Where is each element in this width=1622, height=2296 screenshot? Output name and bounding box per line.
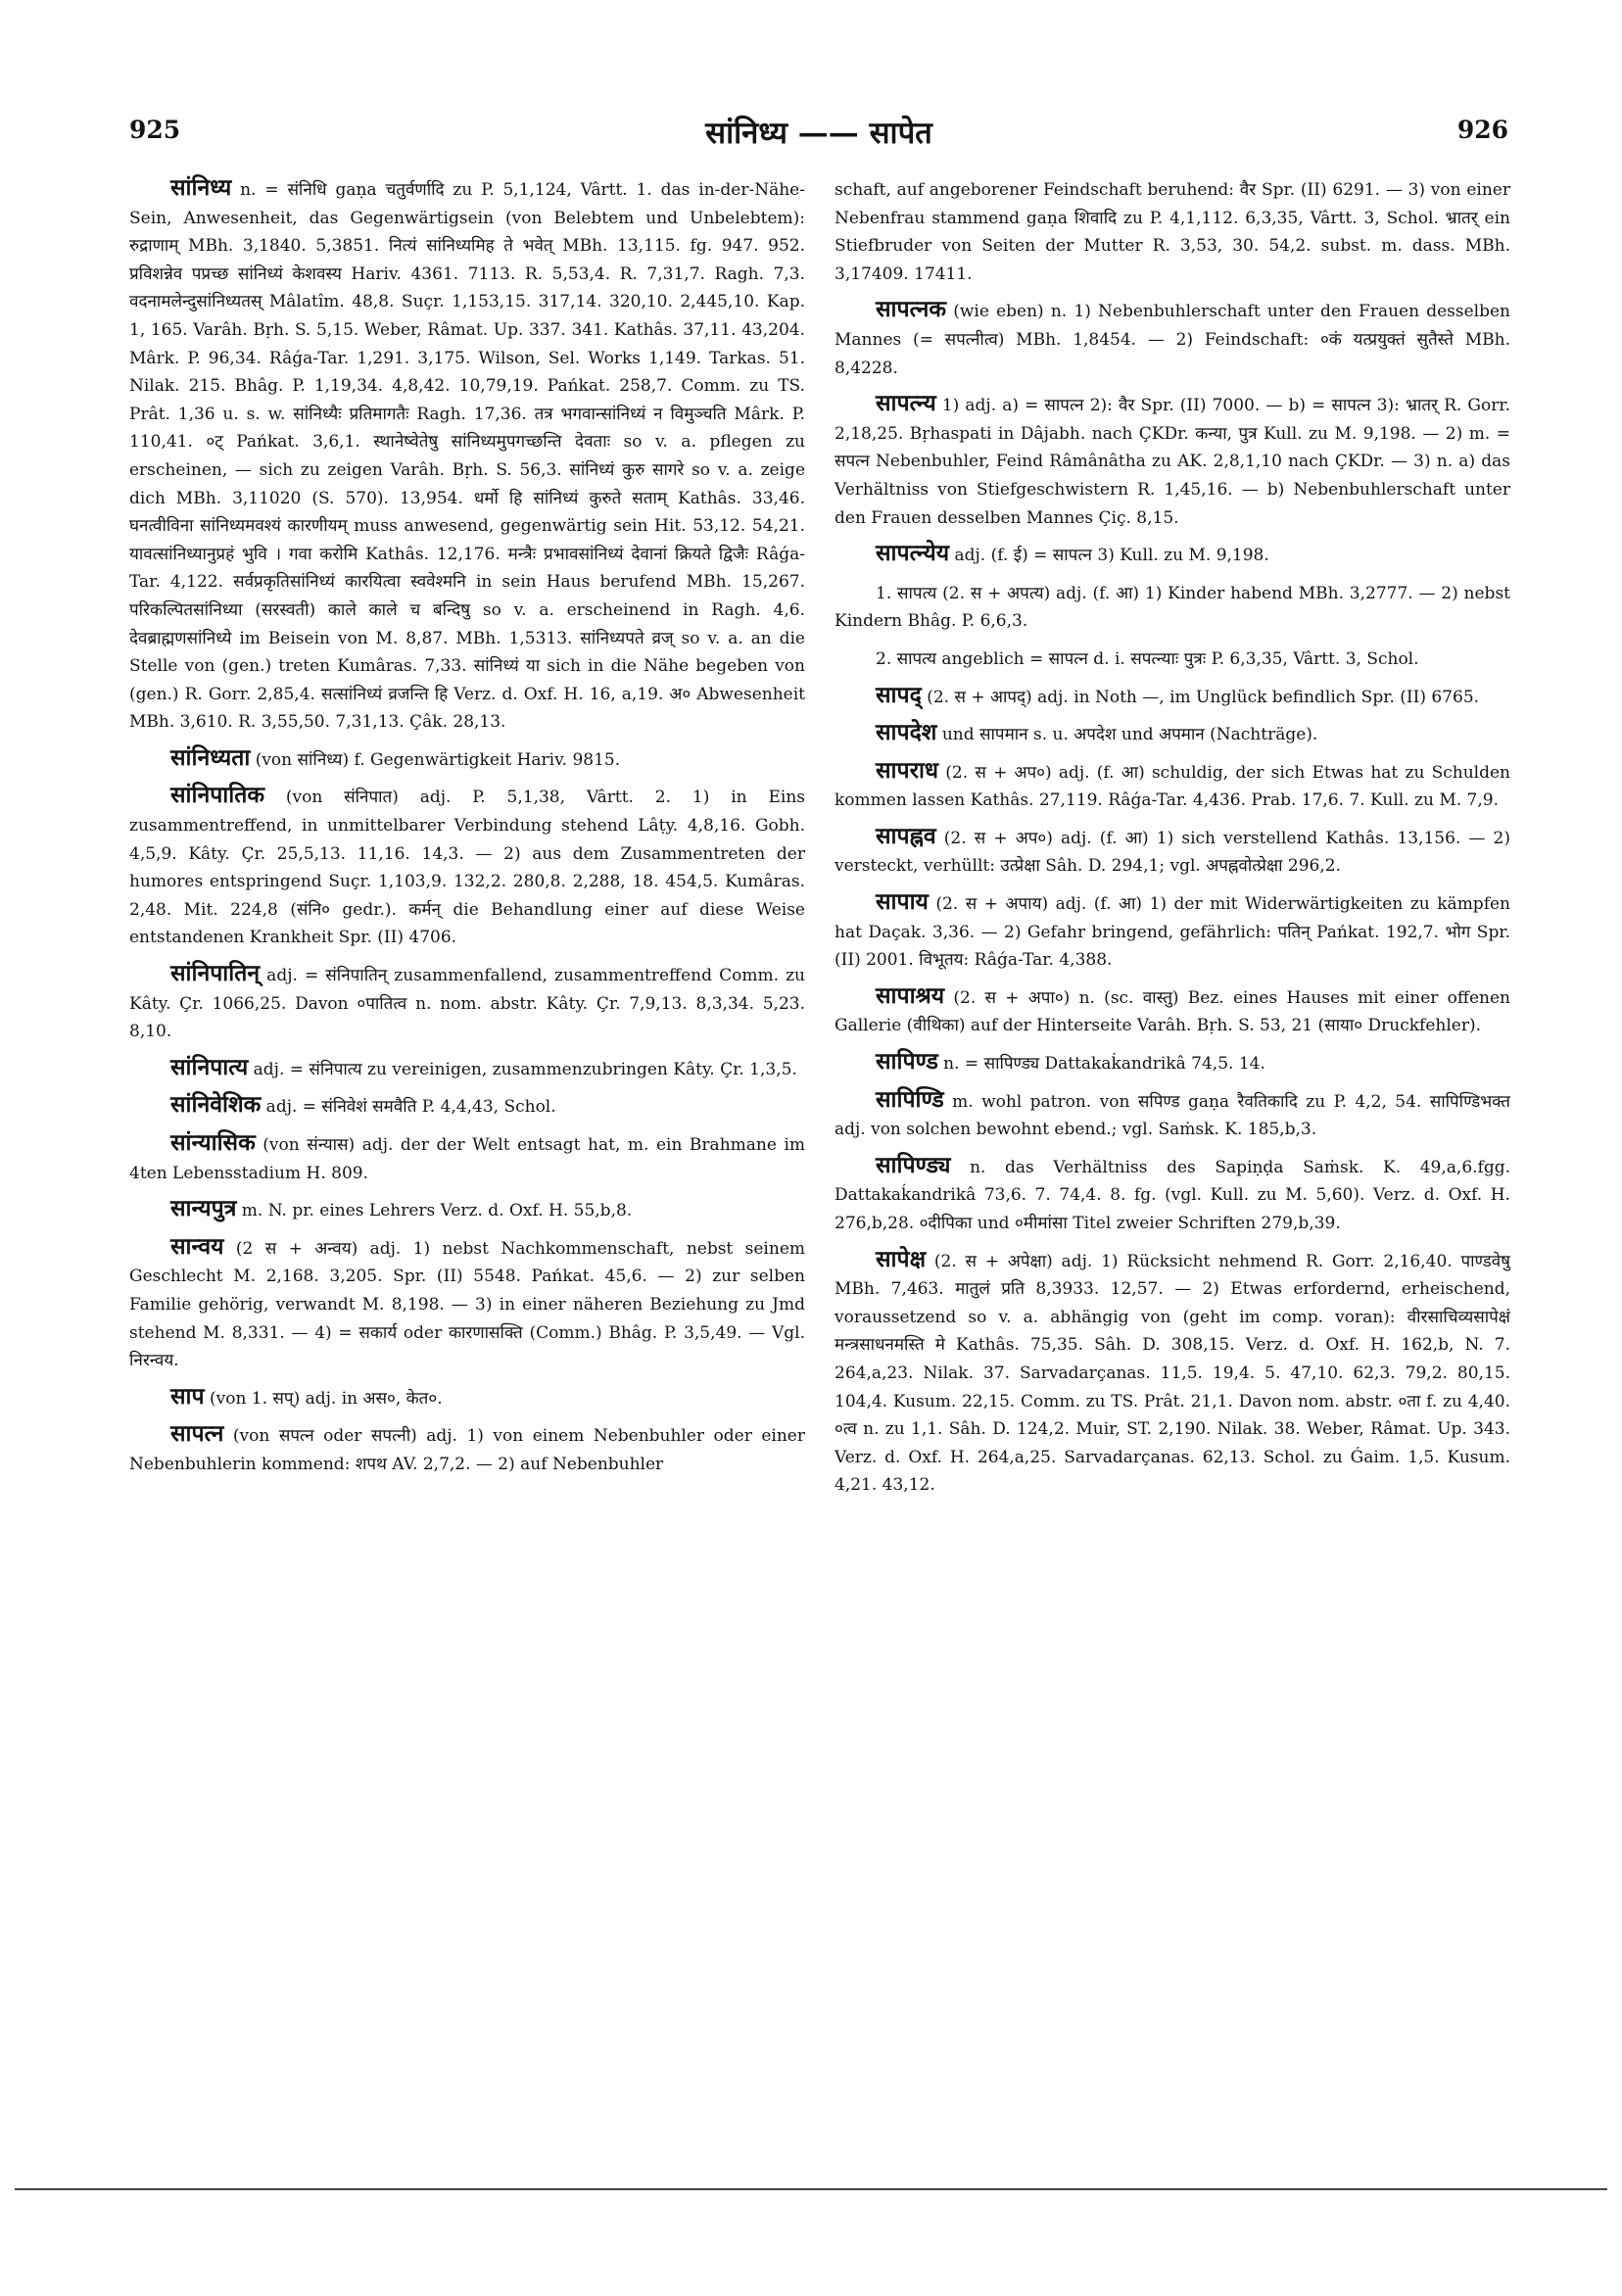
entry-text: (2. स + आपद्) adj. in Noth —, im Unglück befindlich Spr. (II) 6765. bbox=[921, 687, 1480, 707]
dictionary-entry bbox=[835, 757, 1510, 815]
entry-text: adj. = संनिपातिन् zusammenfallend, zusammentreffend Comm. zu Kâty. Çr. 1066,25. Davon ०पातित्व n. nom. abstr. Kâty. Çr. 7,9,13. 8,3,34. 5,23. 8,10. bbox=[129, 966, 805, 1042]
entry-text: 1) adj. a) = सापत्न 2): वैर Spr. (II) 7000. — b) = सापत्न 3): भ्रातर् R. Gorr. 2,18,25. Bṛhaspati in Dâjabh. nach ÇKDr. कन्या, पुत्र Kull. zu M. 9,198. — 2) m. = सपत्न Nebenbuhler, Feind Râmânâtha zu AK. 2,8,1,10 nach ÇKDr. — 3) n. a) das Verhältniss von Stiefgeschwistern R. 1,45,16. — b) Nebenbuhlerschaft unter den Frauen desselben Mannes Çiç. 8,15. bbox=[835, 396, 1510, 528]
headword: सापत्नक bbox=[876, 296, 947, 323]
headword: सापदेश bbox=[876, 719, 937, 746]
dictionary-entry bbox=[835, 390, 1510, 532]
entry-text: (2. स + अपाय) adj. (f. आ) 1) der mit Widerwärtigkeiten zu kämpfen hat Daçak. 3,36. — 2) Gefahr bringend, gefährlich: पतिन् Pańkat. 192,7. भोग Spr. (II) 2001. विभूतय: Râǵa-Tar. 4,388. bbox=[835, 894, 1510, 971]
entry-text: adj. (f. ई) = सापत्न 3) Kull. zu M. 9,198. bbox=[949, 546, 1269, 566]
dictionary-entry bbox=[835, 1048, 1510, 1078]
headword: सांनिध्यता bbox=[170, 743, 251, 771]
entry-text: (2. स + अपा०) n. (sc. वास्तु) Bez. eines Hauses mit einer offenen Gallerie (वीथिका) auf der Hinterseite Varâh. Bṛh. S. 53, 21 (साया० Druckfehler). bbox=[835, 987, 1510, 1036]
left-column bbox=[129, 174, 805, 2094]
headword: सापाय bbox=[876, 888, 929, 916]
headword: सान्यपुत्र bbox=[170, 1195, 237, 1222]
entry-text: adj. = संनिवेशं समवैति P. 4,4,43, Schol. bbox=[261, 1097, 556, 1118]
entry-text: 2. सापत्य angeblich = सापत्न d. i. सपत्न्याः पुत्रः P. 6,3,35, Vârtt. 3, Schol. bbox=[876, 648, 1419, 669]
dictionary-entry bbox=[129, 1233, 805, 1375]
dictionary-entry bbox=[835, 1086, 1510, 1144]
entry-text: m. N. pr. eines Lehrers Verz. d. Oxf. H. 55,b,8. bbox=[236, 1201, 633, 1221]
entry-text: (2. स + अप०) adj. (f. आ) 1) sich verstellend Kathâs. 13,156. — 2) versteckt, verhüllt: उत्प्रेक्षा Sâh. D. 294,1; vgl. अपह्नवोत्प्रेक्षा 296,2. bbox=[835, 828, 1510, 877]
dictionary-entry bbox=[129, 1195, 805, 1225]
headword: सापिण्ड bbox=[876, 1048, 938, 1076]
headword: सांन्यासिक bbox=[170, 1129, 256, 1156]
headword: सापराध bbox=[876, 756, 939, 784]
entry-text: (von सांनिध्य) f. Gegenwärtigkeit Hariv. 9815. bbox=[250, 749, 621, 770]
page-header bbox=[129, 116, 1508, 155]
entry-text: (2 स + अन्वय) adj. 1) nebst Nachkommenschaft, nebst seinem Geschlecht M. 2,168. 3,205. Spr. (II) 5548. Pańkat. 45,6. — 2) zur selben Familie gehörig, verwandt M. 8,198. — 3) in einer näheren Beziehung zu Jmd stehend M. 8,331. — 4) = सकार्य oder कारणासक्ति (Comm.) Bhâg. P. 3,5,49. — Vgl. निरन्वय. bbox=[129, 1238, 805, 1371]
headword: सापह्नव bbox=[876, 822, 936, 849]
dictionary-entry bbox=[835, 682, 1510, 712]
dictionary-entry bbox=[835, 296, 1510, 382]
headword: सापत्न bbox=[170, 1420, 224, 1448]
dictionary-entry bbox=[129, 1129, 805, 1187]
entry-text: (2. स + अप०) adj. (f. आ) schuldig, der sich Etwas hat zu Schulden kommen lassen Kathâs. 27,119. Râǵa-Tar. 4,436. Prab. 17,6. 7. Kull. zu M. 7,9. bbox=[835, 762, 1510, 811]
dictionary-entry bbox=[835, 644, 1510, 674]
dictionary-entry bbox=[129, 1054, 805, 1084]
entry-text: und सापमान s. u. अपदेश und अपमान (Nachträge). bbox=[936, 725, 1318, 745]
entry-text: (wie eben) n. 1) Nebenbuhlerschaft unter den Frauen desselben Mannes (= सपत्नीत्व) MBh. 1,8454. — 2) Feindschaft: ०कं यत्प्रयुक्तं सुतैस्ते MBh. 8,4228. bbox=[835, 302, 1510, 378]
entry-text: 1. सापत्य (2. स + अपत्य) adj. (f. आ) 1) Kinder habend MBh. 3,2777. — 2) nebst Kindern Bhâg. P. 6,6,3. bbox=[835, 583, 1510, 632]
entry-text: (2. स + अपेक्षा) adj. 1) Rücksicht nehmend R. Gorr. 2,16,40. पाण्डवेषु MBh. 7,463. मातुलं प्रति 8,3933. 12,57. — 2) Etwas erfordernd, erheischend, voraussetzend so v. a. abhängig von (geht im comp. voran): वीरसाचिव्यसापेक्षं मन्त्रसाधनमस्ति मे Kathâs. 75,35. Sâh. D. 308,15. Verz. d. Oxf. H. 162,b, N. 7. 264,a,23. Nilak. 37. Sarvadarçanas. 11,5. 19,4. 5. 47,10. 62,3. 79,2. 80,15. 104,4. Kusum. 22,15. Comm. zu TS. Prât. 21,1. Davon nom. abstr. ०ता f. zu 4,40. ०त्व n. zu 1,1. Sâh. D. 124,2. Muir, ST. 2,190. Nilak. 38. Weber, Râmat. Up. 343. Verz. d. Oxf. H. 264,a,25. Sarvadarçanas. 62,13. Schol. zu Ǵaim. 1,5. Kusum. 4,21. 43,12. bbox=[835, 1251, 1510, 1496]
dictionary-entry bbox=[835, 174, 1510, 288]
headword: सापेक्ष bbox=[876, 1245, 927, 1272]
dictionary-entry bbox=[835, 1246, 1510, 1500]
bottom-rule bbox=[15, 2188, 1607, 2190]
headword: सापत्न्य bbox=[876, 390, 936, 417]
entry-text: (von 1. सप्) adj. in अस०, केत०. bbox=[204, 1388, 443, 1409]
page-number-right: 926 bbox=[1456, 116, 1508, 144]
entry-text: (von संन्यास) adj. der der Welt entsagt hat, m. ein Brahmane im 4ten Lebensstadium H. 809. bbox=[129, 1135, 805, 1183]
headword: सापिण्ड्य bbox=[876, 1151, 951, 1178]
running-head: सांनिध्य —— सापेत bbox=[705, 116, 932, 151]
headword: सांनिध्य bbox=[170, 174, 232, 201]
dictionary-entry bbox=[129, 1091, 805, 1122]
headword: साप bbox=[170, 1382, 205, 1410]
dictionary-entry bbox=[835, 888, 1510, 975]
headword: सापिण्डि bbox=[876, 1085, 944, 1113]
headword: सांनिपात्य bbox=[170, 1053, 249, 1080]
entry-text: n. = संनिधि gaṇa चतुर्वर्णादि zu P. 5,1,124, Vârtt. 1. das in-der-Nähe-Sein, Anwesenheit, das Gegenwärtigsein (von Belebtem und Unbelebtem): रुद्राणाम् MBh. 3,1840. 5,3851. नित्यं सांनिध्यमिह ते भवेत् MBh. 13,115. fg. 947. 952. प्रविशन्नेव पप्रच्छ सांनिध्यं केशवस्य Hariv. 4361. 7113. R. 5,53,4. R. 7,31,7. Ragh. 7,3. वदनामलेन्दुसांनिध्यतस् Mâlatîm. 48,8. Suçr. 1,153,15. 317,14. 320,10. 2,445,10. Kap. 1, 165. Varâh. Bṛh. S. 5,15. Weber, Râmat. Up. 337. 341. Kathâs. 37,11. 43,204. Mârk. P. 96,34. Râǵa-Tar. 1,291. 3,175. Wilson, Sel. Works 1,149. Tarkas. 51. Nilak. 215. Bhâg. P. 1,19,34. 4,8,42. 10,79,19. Pańkat. 258,7. Comm. zu TS. Prât. 1,36 u. s. w. सांनिध्यैः प्रतिमागतैः Ragh. 17,36. तत्र भगवान्सांनिध्यं न विमुञ्चति Mârk. P. 110,41. ०ट् Pańkat. 3,6,1. स्थानेष्वेतेषु सांनिध्यमुपगच्छन्ति देवताः so v. a. pflegen zu erscheinen, — sich zu zeigen Varâh. Bṛh. S. 56,3. सांनिध्यं कुरु सागरे so v. a. zeige dich MBh. 3,11020 (S. 570). 13,954. धर्मो हि सांनिध्यं कुरुते सताम् Kathâs. 33,46. घनत्वीविना सांनिध्यमवश्यं कारणीयम् muss anwesend, gegenwärtig sein Hit. 53,12. 54,21. यावत्सांनिध्यानुप्रहं भुवि । गवा करोमि Kathâs. 12,176. मन्त्रैः प्रभावसांनिध्यं देवानां क्रियते द्विजैः Râǵa-Tar. 4,122. सर्वप्रकृतिसांनिध्यं कारयित्वा स्ववेश्मनि in sein Haus berufend MBh. 15,267. परिकल्पितसांनिध्या (सरस्वती) काले काले च बन्दिषु so v. a. erscheinend in Ragh. 4,6. देवब्राह्मणसांनिध्ये im Beisein von M. 8,87. MBh. 1,5313. सांनिध्यपते व्रज् so v. a. an die Stelle von (gen.) treten Kumâras. 7,33. सांनिध्यं या sich in die Nähe begeben von (gen.) R. Gorr. 2,85,4. सत्सांनिध्यं व्रजन्ति हि Verz. d. Oxf. H. 16, a,19. अ० Abwesenheit MBh. 3,610. R. 3,55,50. 7,31,13. Çâk. 28,13. bbox=[129, 180, 805, 733]
headword: सांनिपातिन् bbox=[170, 960, 261, 987]
dictionary-entry bbox=[129, 960, 805, 1046]
dictionary-entry bbox=[835, 823, 1510, 881]
entry-text: adj. = संनिपात्य zu vereinigen, zusammenzubringen Kâty. Çr. 1,3,5. bbox=[248, 1059, 797, 1079]
entry-text: m. wohl patron. von सपिण्ड gaṇa रैवतिकादि zu P. 4,2, 54. सापिण्डिभक्त adj. von solchen bewohnt ebend.; vgl. Saṁsk. K. 185,b,3. bbox=[835, 1091, 1510, 1140]
dictionary-entry bbox=[129, 1383, 805, 1413]
dictionary-entry bbox=[835, 982, 1510, 1040]
dictionary-entry bbox=[835, 1152, 1510, 1238]
dictionary-entry bbox=[129, 744, 805, 775]
page-number-left: 925 bbox=[129, 116, 181, 144]
headword: सापद् bbox=[876, 681, 922, 708]
right-column bbox=[835, 174, 1510, 2094]
entry-text: (von सपत्न oder सपत्नी) adj. 1) von einem Nebenbuhler oder einer Nebenbuhlerin kommend: शपथ AV. 2,7,2. — 2) auf Nebenbuhler bbox=[129, 1426, 805, 1474]
entry-text: (von संनिपात) adj. P. 5,1,38, Vârtt. 2. 1) in Eins zusammentreffend, in unmittelbarer Verbindung stehend Lâṭy. 4,8,16. Gobh. 4,5,9. Kâty. Çr. 25,5,13. 11,16. 14,3. — 2) aus dem Zusammentreten der humores entspringend Suçr. 1,103,9. 132,2. 280,8. 2,288, 18. 454,5. Kumâras. 2,48. Mit. 224,8 (संनि० gedr.). कर्मन् die Behandlung einer auf diese Weise entstandenen Krankheit Spr. (II) 4706. bbox=[129, 788, 805, 948]
dictionary-entry bbox=[129, 174, 805, 737]
headword: सांनिपातिक bbox=[170, 782, 264, 809]
entry-text: n. = सापिण्ड्य Dattakaḱandrikâ 74,5. 14. bbox=[937, 1054, 1265, 1075]
dictionary-entry bbox=[835, 540, 1510, 570]
headword: सांनिवेशिक bbox=[170, 1091, 262, 1119]
dictionary-entry bbox=[129, 1420, 805, 1478]
entry-text: n. das Verhältniss des Sapiṇḍa Saṁsk. K. 49,a,6.fgg. Dattakaḱandrikâ 73,6. 7. 74,4. 8. fg. (vgl. Kull. zu M. 5,60). Verz. d. Oxf. H. 276,b,28. ०दीपिका und ०मीमांसा Titel zweier Schriften 279,b,39. bbox=[835, 1157, 1510, 1233]
dictionary-entry bbox=[835, 719, 1510, 749]
entry-text: schaft, auf angeborener Feindschaft beruhend: वैर Spr. (II) 6291. — 3) von einer Nebenfrau stammend gaṇa शिवादि zu P. 4,1,112. 6,3,35, Vârtt. 3, Schol. भ्रातर् ein Stiefbruder von Seiten der Mutter R. 3,53, 30. 54,2. subst. m. dass. MBh. 3,17409. 17411. bbox=[835, 180, 1510, 284]
headword: सापत्न्येय bbox=[876, 540, 950, 567]
dictionary-entry bbox=[129, 782, 805, 952]
headword: सान्वय bbox=[170, 1232, 224, 1260]
headword: सापाश्रय bbox=[876, 981, 945, 1009]
dictionary-entry bbox=[835, 578, 1510, 636]
